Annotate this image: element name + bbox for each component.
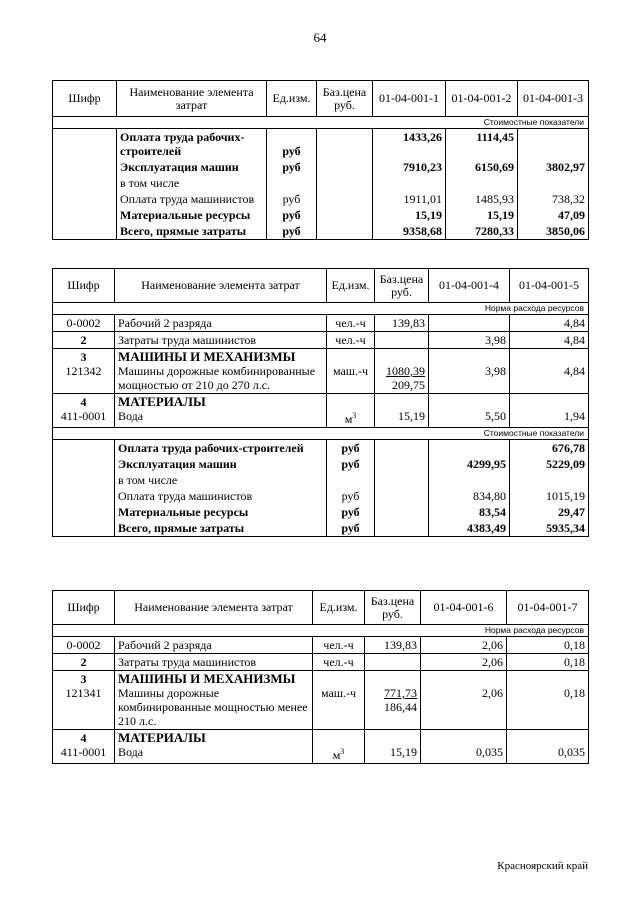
row-value: 0,18 [507,671,589,730]
row-value: 5229,09 [510,456,589,472]
row-price: 771,73 [384,686,417,700]
row-value: 1433,26 [373,129,446,160]
table-row [53,456,589,472]
row-unit: руб [327,520,375,537]
section-title-machines: МАШИНЫ И МЕХАНИЗМЫ [118,671,296,686]
header-price: Баз.цена руб. [375,269,429,303]
row-name: Вода [118,409,144,423]
row-value: 3802,97 [518,159,589,175]
section-number: 4 [80,395,87,409]
row-unit: руб [327,440,375,457]
band-cost-label: Стоимостные показатели [53,428,589,440]
section-row [53,730,589,764]
table-row [53,332,589,349]
row-name: Эксплуатация машин [115,456,327,472]
row-value: 0,18 [507,654,589,671]
row-unit: чел.-ч [327,332,375,349]
row-value: 6150,69 [446,159,518,175]
row-name: Машины дорожные комбинированные мощностью от 210 до 270 л.с. [118,364,316,392]
table-row [53,315,589,332]
row-value: 0,035 [421,730,507,764]
row-price [365,654,421,671]
row-code: 411-0001 [60,745,107,759]
row-code: 0-0002 [53,315,115,332]
header-price: Баз.цена руб. [365,591,421,625]
table-header-row [53,591,589,625]
row-unit: маш.-ч [313,671,365,730]
row-value: 0,035 [507,730,589,764]
footer-region: Красноярский край [497,860,588,872]
row-name: Затраты труда машинистов [115,332,327,349]
row-value [429,315,510,332]
row-name: в том числе [115,472,327,488]
row-code: 2 [53,654,115,671]
section-title-materials: МАТЕРИАЛЫ [118,394,206,409]
row-value: 47,09 [518,207,589,223]
header-col-6: 01-04-001-6 [421,591,507,625]
row-value: 1911,01 [373,191,446,207]
row-price: 139,83 [375,315,429,332]
header-price: Баз.цена руб. [317,81,373,117]
row-value [429,440,510,457]
row-price: 15,19 [375,394,429,428]
section-title-machines: МАШИНЫ И МЕХАНИЗМЫ [118,349,296,364]
table-row [53,223,589,240]
band-row [53,428,589,440]
row-name: Оплата труда машинистов [115,488,327,504]
section-row [53,349,589,394]
table-header-row [53,81,589,117]
section-title-materials: МАТЕРИАЛЫ [118,730,206,745]
row-name: Рабочий 2 разряда [115,637,313,654]
header-name: Наименование элемента затрат [115,269,327,303]
row-value: 83,54 [429,504,510,520]
row-value: 4,84 [510,349,589,394]
band-cost-label: Стоимостные показатели [53,117,589,129]
row-value: 4,84 [510,332,589,349]
row-name: Материальные ресурсы [115,504,327,520]
row-code: 411-0001 [60,409,107,423]
band-norm-label: Норма расхода ресурсов [53,303,589,315]
row-value: 4,84 [510,315,589,332]
row-unit: чел.-ч [327,315,375,332]
table-row [53,129,589,160]
row-name: Затраты труда машинистов [115,654,313,671]
row-value: 7280,33 [446,223,518,240]
row-code: 2 [53,332,115,349]
section-row [53,394,589,428]
header-code: Шифр [53,591,115,625]
row-name: в том числе [117,175,267,191]
table-row [53,654,589,671]
row-unit: $м^3$ [313,730,365,764]
row-code: 0-0002 [53,637,115,654]
row-unit: $м^3$ [327,394,375,428]
row-value: 738,32 [518,191,589,207]
cost-table-3 [52,590,589,764]
table-row [53,207,589,223]
header-col-1: 01-04-001-1 [373,81,446,117]
row-price: 1080,39 [386,364,425,378]
table-row [53,504,589,520]
row-value: 4299,95 [429,456,510,472]
table-row [53,191,589,207]
table-row [53,440,589,457]
header-col-7: 01-04-001-7 [507,591,589,625]
header-code: Шифр [53,269,115,303]
row-name: Машины дорожные комбинированные мощностью менее 210 л.с. [118,686,308,728]
row-value: 1114,45 [446,129,518,160]
header-name: Наименование элемента затрат [115,591,313,625]
band-row [53,303,589,315]
header-unit: Ед.изм. [313,591,365,625]
header-col-3: 01-04-001-3 [518,81,589,117]
row-name: Всего, прямые затраты [115,520,327,537]
header-col-2: 01-04-001-2 [446,81,518,117]
row-price [375,332,429,349]
section-number: 3 [80,672,87,686]
row-unit: маш.-ч [327,349,375,394]
cost-table-1 [52,80,589,240]
header-unit: Ед.изм. [267,81,317,117]
header-col-4: 01-04-001-4 [429,269,510,303]
header-unit: Ед.изм. [327,269,375,303]
row-name: Оплата труда машинистов [117,191,267,207]
row-value: 2,06 [421,671,507,730]
header-col-5: 01-04-001-5 [510,269,589,303]
table-row [53,488,589,504]
row-value: 9358,68 [373,223,446,240]
section-row [53,671,589,730]
table-header-row [53,269,589,303]
row-name: Материальные ресурсы [117,207,267,223]
row-name: Эксплуатация машин [117,159,267,175]
row-value: 15,19 [446,207,518,223]
row-unit: руб [267,191,317,207]
row-price-secondary: 186,44 [384,700,417,714]
row-value: 0,18 [507,637,589,654]
section-number: 4 [80,731,87,745]
band-row [53,625,589,637]
row-value: 834,80 [429,488,510,504]
row-name: Оплата труда рабочих-строителей [117,129,267,160]
row-name: Всего, прямые затраты [117,223,267,240]
row-unit: руб [267,159,317,175]
row-name: Рабочий 2 разряда [115,315,327,332]
band-row [53,117,589,129]
header-name: Наименование элемента затрат [117,81,267,117]
row-value: 676,78 [510,440,589,457]
row-unit: руб [327,504,375,520]
row-value: 3,98 [429,332,510,349]
table-row [53,637,589,654]
row-value: 3850,06 [518,223,589,240]
row-value: 4383,49 [429,520,510,537]
table-row [53,175,589,191]
page-number: 64 [313,30,327,45]
row-price-secondary: 209,75 [392,378,425,392]
row-value: 1485,93 [446,191,518,207]
row-code: 121341 [65,686,102,700]
band-norm-label: Норма расхода ресурсов [53,625,589,637]
row-value: 5935,34 [510,520,589,537]
row-value: 15,19 [373,207,446,223]
row-value: 3,98 [429,349,510,394]
row-unit: руб [267,223,317,240]
row-name: Вода [118,745,144,759]
row-value: 2,06 [421,654,507,671]
row-code: 121342 [65,364,102,378]
row-value: 5,50 [429,394,510,428]
table-row [53,520,589,537]
row-unit: руб [327,488,375,504]
row-unit: руб [267,207,317,223]
row-unit: руб [267,129,317,160]
row-value: 7910,23 [373,159,446,175]
row-price: 139,83 [365,637,421,654]
row-price: 15,19 [365,730,421,764]
row-name: Оплата труда рабочих-строителей [115,440,327,457]
row-value [518,129,589,160]
table-row [53,472,589,488]
table-row [53,159,589,175]
row-value: 29,47 [510,504,589,520]
row-value: 2,06 [421,637,507,654]
cost-table-2 [52,268,589,537]
row-unit: руб [327,456,375,472]
row-unit: чел.-ч [313,637,365,654]
row-unit: чел.-ч [313,654,365,671]
header-code: Шифр [53,81,117,117]
row-value: 1015,19 [510,488,589,504]
section-number: 3 [80,350,87,364]
row-value: 1,94 [510,394,589,428]
